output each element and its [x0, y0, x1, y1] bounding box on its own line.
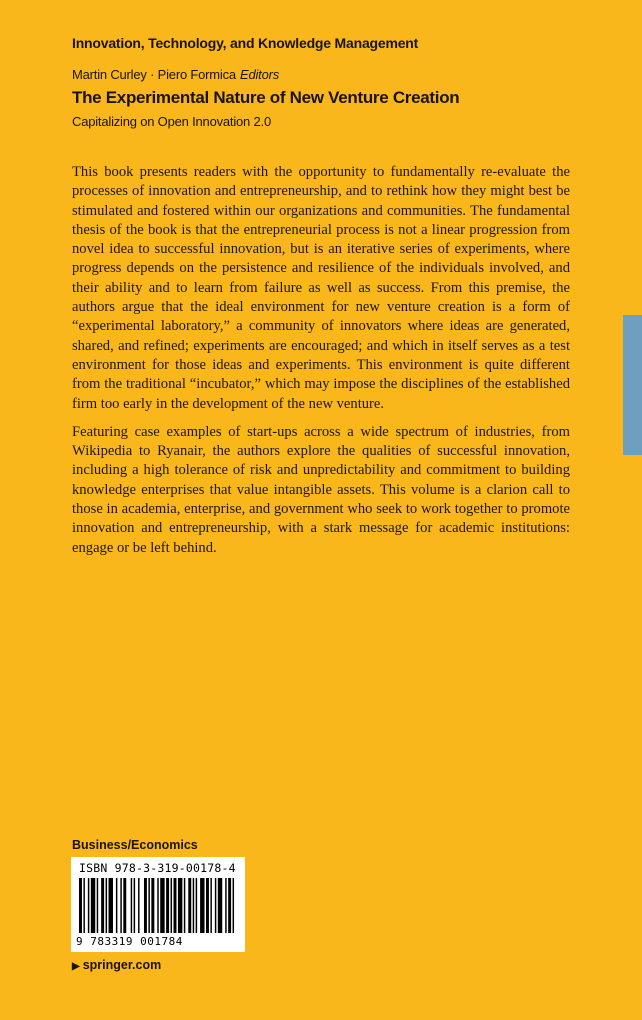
- barcode-bar: [131, 878, 132, 933]
- barcode-bar: [109, 878, 113, 933]
- barcode-bar: [91, 878, 95, 933]
- barcode-bar: [79, 878, 82, 933]
- barcode-bar: [206, 878, 209, 933]
- barcode-bars: [79, 878, 237, 933]
- barcode-bar: [157, 878, 158, 933]
- barcode-bar: [193, 878, 194, 933]
- book-title: The Experimental Nature of New Venture Creation: [72, 88, 460, 107]
- description-paragraph-1: This book presents readers with the opportunity to fundamentally re-evaluate the processes of innovation and entrepreneurship, and to rethink how they might best be stimulated and fostered within our organizations and communities. The fundamental thesis of the book is that the entrepreneurial process is not a linear progression from novel idea to successful innovation, but is an iterative series of experiments, where progress depends on the persistence and resilience of the individuals involved, and their ability and to learn from failure as well as success. From this premise, the authors argue that the ideal environment for new venture creation is a form of “experimental laboratory,” a community of innovators where ideas are generated, shared, and refined; experiments are encouraged; and which in itself serves as a test environment for those ideas and experiments. This environment is quite different from the traditional “incubator,” which may impose the disciplines of the established firm too early in the development of the new venture.: [72, 164, 570, 412]
- isbn-barcode: [71, 857, 245, 952]
- barcode-bar: [120, 878, 121, 933]
- barcode-bar: [188, 878, 191, 933]
- barcode-bar: [184, 878, 185, 933]
- barcode-bar: [138, 878, 139, 933]
- publisher-website: [72, 958, 161, 972]
- editor-names: Martin Curley · Piero Formica: [72, 67, 236, 82]
- barcode-bar: [171, 878, 172, 933]
- barcode-bar: [97, 878, 98, 933]
- barcode-bar: [210, 878, 211, 933]
- isbn-label: ISBN 978-3-319-00178-4: [79, 861, 236, 875]
- barcode-bar: [196, 878, 197, 933]
- book-subtitle: Capitalizing on Open Innovation 2.0: [72, 114, 271, 129]
- barcode-bar: [200, 878, 204, 933]
- barcode-bar: [88, 878, 89, 933]
- website-text: springer.com: [82, 958, 162, 972]
- barcode-bar: [106, 878, 107, 933]
- side-color-tab: [623, 315, 642, 455]
- description-paragraph-2: Featuring case examples of start-ups across a wide spectrum of industries, from Wikipedia to Ryanair, the authors explore the qualities of successful innovation, including a high tolerance of risk and unpredictability and commitment to building knowledge enterprises that value intangible assets. This volume is a clarion call to those in academia, enterprise, and government who seek to work together to promote innovation and entrepreneurship, with a stark message for academic institutions: engage or be left behind.: [72, 423, 570, 556]
- barcode-bar: [225, 878, 226, 933]
- barcode-bar: [215, 878, 216, 933]
- isbn-digits: 9 783319 001784: [76, 935, 183, 948]
- barcode-bar: [116, 878, 117, 933]
- barcode-bar: [134, 878, 135, 933]
- barcode-bar: [144, 878, 147, 933]
- arrow-right-icon: ▶: [72, 961, 80, 972]
- barcode-bar: [83, 878, 84, 933]
- barcode-bar: [101, 878, 104, 933]
- barcode-bar: [123, 878, 126, 933]
- barcode-bar: [228, 878, 231, 933]
- book-description: [72, 163, 570, 567]
- editors-line: [72, 67, 279, 82]
- barcode-bar: [160, 878, 164, 933]
- barcode-bar: [233, 878, 234, 933]
- barcode-bar: [218, 878, 222, 933]
- barcode-bar: [151, 878, 154, 933]
- barcode-bar: [178, 878, 182, 933]
- editors-role: Editors: [239, 67, 280, 82]
- barcode-bar: [166, 878, 169, 933]
- category-label: Business/Economics: [72, 838, 198, 852]
- series-title: Innovation, Technology, and Knowledge Management: [72, 35, 419, 51]
- barcode-bar: [174, 878, 177, 933]
- barcode-bar: [148, 878, 149, 933]
